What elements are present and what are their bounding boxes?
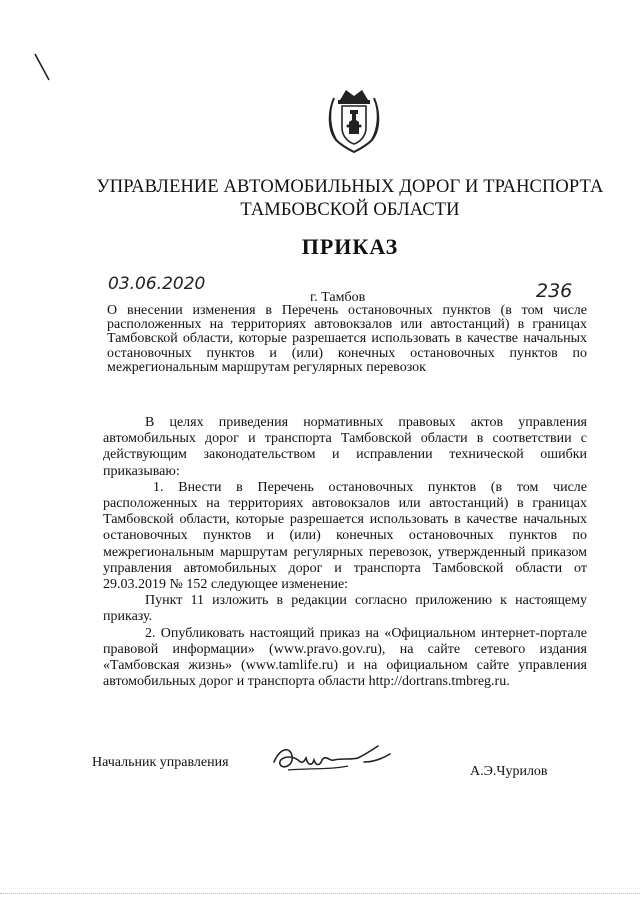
document-number: 236 [536,280,573,302]
organization-name-line1: УПРАВЛЕНИЕ АВТОМОБИЛЬНЫХ ДОРОГ И ТРАНСПОРТА [96,177,604,197]
document-city: г. Тамбов [310,290,366,305]
scan-edge-dots [0,893,640,897]
document-subject: О внесении изменения в Перечень остановочных пунктов (в том числе расположенных на территориях автовокзалов или автостанций) в границах Тамбовской области, которые разрешается использовать в качестве начальных остановочных пунктов и (или) конечных остановочных пунктов по межрегиональным маршрутам регулярных перевозок [107,303,587,375]
signatory-name: А.Э.Чурилов [470,764,548,779]
body-intro: В целях приведения нормативных правовых актов управления автомобильных дорог и транспорта Тамбовской области в соответствии с действующим законодательством и исправлении технической ошибки приказываю: [103,415,587,479]
body-item-1-detail: Пункт 11 изложить в редакции согласно приложению к настоящему приказу. [103,593,587,625]
pen-mark [33,52,53,82]
organization-name-line2: ТАМБОВСКОЙ ОБЛАСТИ [240,200,460,220]
document-date: 03.06.2020 [108,274,206,294]
document-title: ПРИКАЗ [301,234,399,259]
document-body [103,415,587,690]
body-item-1: 1. Внести в Перечень остановочных пунктов (в том числе расположенных на территориях автовокзалов или автостанций) в границах Тамбовской области, которые разрешается использовать в качестве начальных остановочных пунктов и (или) конечных остановочных пунктов по межрегиональным маршрутам регулярных перевозок, утвержденный приказом управления автомобильных дорог и транспорта Тамбовской области от 29.03.2019 № 152 следующее изменение: [103,479,587,593]
coat-of-arms-icon [326,88,382,154]
signature-image [268,740,403,780]
signatory-position: Начальник управления [92,755,229,770]
body-item-2: 2. Опубликовать настоящий приказ на «Официальном интернет-портале правовой информации» (www.pravo.gov.ru), на сайте сетевого издания «Тамбовская жизнь» (www.tamlife.ru) и на официальном сайте управления автомобильных дорог и транспорта области http://dortrans.tmbreg.ru. [103,625,587,690]
